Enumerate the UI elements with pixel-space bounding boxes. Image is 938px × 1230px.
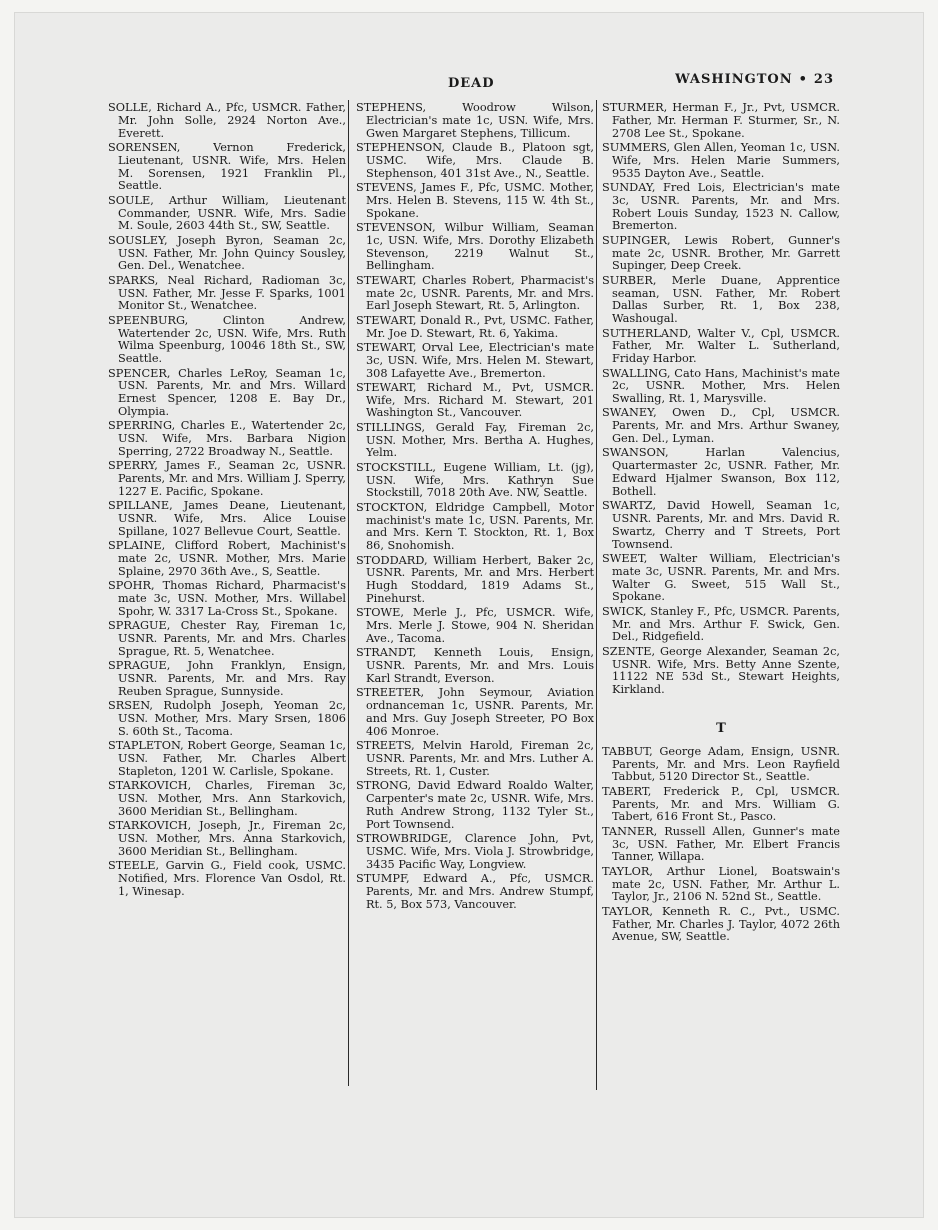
casualty-entry: SWARTZ, David Howell, Seaman 1c, USNR. Parents, Mr. and Mrs. David R. Swartz, Cherry and T Streets, Port Townsend. bbox=[602, 499, 840, 551]
casualty-entry: SWANSON, Harlan Valencius, Quartermaster 2c, USNR. Father, Mr. Edward Hjalmer Swanson, Box 112, Bothell. bbox=[602, 446, 840, 498]
casualty-entry: SOULE, Arthur William, Lieutenant Commander, USNR. Wife, Mrs. Sadie M. Soule, 2603 44th St., SW, Seattle. bbox=[108, 193, 346, 233]
column-3 bbox=[602, 102, 840, 946]
casualty-entry: SUNDAY, Fred Lois, Electrician's mate 3c, USNR. Parents, Mr. and Mrs. Robert Louis Sunday, 1523 N. Callow, Bremerton. bbox=[602, 180, 840, 233]
casualty-entry: TAYLOR, Kenneth R. C., Pvt., USMC. Father, Mr. Charles J. Taylor, 4072 26th Avenue, SW, Seattle. bbox=[602, 904, 840, 944]
casualty-entry: STOCKSTILL, Eugene William, Lt. (jg), USN. Wife, Mrs. Kathryn Sue Stockstill, 7018 20th Ave. NW, Seattle. bbox=[356, 460, 594, 500]
casualty-entry: SPILLANE, James Deane, Lieutenant, USNR. Wife, Mrs. Alice Louise Spillane, 1027 Bellevue Court, Seattle. bbox=[108, 499, 346, 538]
casualty-entry: STEELE, Garvin G., Field cook, USMC. Notified, Mrs. Florence Van Osdol, Rt. 1, Winesap. bbox=[108, 859, 346, 898]
casualty-entry: STOCKTON, Eldridge Campbell, Motor machinist's mate 1c, USN. Parents, Mr. and Mrs. Kern T. Stockton, Rt. 1, Box 86, Snohomish. bbox=[356, 500, 594, 553]
casualty-entry: TANNER, Russell Allen, Gunner's mate 3c, USN. Father, Mr. Elbert Francis Tanner, Willapa. bbox=[602, 824, 840, 864]
casualty-entry: STRANDT, Kenneth Louis, Ensign, USNR. Parents, Mr. and Mrs. Louis Karl Strandt, Everson. bbox=[356, 646, 594, 685]
column-divider bbox=[596, 100, 597, 1090]
casualty-entry: SWANEY, Owen D., Cpl, USMCR. Parents, Mr. and Mrs. Arthur Swaney, Gen. Del., Lyman. bbox=[602, 406, 840, 446]
casualty-entry: STEPHENSON, Claude B., Platoon sgt, USMC. Wife, Mrs. Claude B. Stephenson, 401 31st Ave., N., Seattle. bbox=[356, 140, 594, 180]
casualty-entry: SPERRY, James F., Seaman 2c, USNR. Parents, Mr. and Mrs. William J. Sperry, 1227 E. Pacific, Spokane. bbox=[108, 459, 346, 498]
column-1 bbox=[108, 102, 346, 900]
casualty-entry: SWEET, Walter William, Electrician's mate 3c, USNR. Parents, Mr. and Mrs. Walter G. Sweet, 515 Wall St., Spokane. bbox=[602, 552, 840, 604]
casualty-entry: SZENTE, George Alexander, Seaman 2c, USNR. Wife, Mrs. Betty Anne Szente, 11122 NE 53d St., Stewart Heights, Kirkland. bbox=[602, 644, 840, 697]
column-divider bbox=[348, 100, 349, 1086]
casualty-entry: SPERRING, Charles E., Watertender 2c, USN. Wife, Mrs. Barbara Nigion Sperring, 2722 Broadway N., Seattle. bbox=[108, 419, 346, 458]
casualty-entry: SUPINGER, Lewis Robert, Gunner's mate 2c, USNR. Brother, Mr. Garrett Supinger, Deep Creek. bbox=[602, 233, 840, 273]
casualty-entry: TABBUT, George Adam, Ensign, USNR. Parents, Mr. and Mrs. Leon Rayfield Tabbut, 5120 Director St., Seattle. bbox=[602, 744, 840, 784]
casualty-entry: STUMPF, Edward A., Pfc, USMCR. Parents, Mr. and Mrs. Andrew Stumpf, Rt. 5, Box 573, Vancouver. bbox=[356, 871, 594, 911]
casualty-entry: SPLAINE, Clifford Robert, Machinist's mate 2c, USNR. Mother, Mrs. Marie Splaine, 2970 36th Ave., S, Seattle. bbox=[108, 539, 346, 578]
casualty-entry: STROWBRIDGE, Clarence John, Pvt, USMC. Wife, Mrs. Viola J. Strowbridge, 3435 Pacific Way, Longview. bbox=[356, 831, 594, 871]
casualty-entry: STEVENSON, Wilbur William, Seaman 1c, USN. Wife, Mrs. Dorothy Elizabeth Stevenson, 2219 Walnut St., Bellingham. bbox=[356, 220, 594, 273]
casualty-entry: SPEENBURG, Clinton Andrew, Watertender 2c, USN. Wife, Mrs. Ruth Wilma Speenburg, 10046 18th St., SW, Seattle. bbox=[108, 313, 346, 366]
casualty-entry: SRSEN, Rudolph Joseph, Yeoman 2c, USN. Mother, Mrs. Mary Srsen, 1806 S. 60th St., Tacoma. bbox=[108, 699, 346, 738]
casualty-entry: SPOHR, Thomas Richard, Pharmacist's mate 3c, USN. Mother, Mrs. Willabel Spohr, W. 3317 La-Cross St., Spokane. bbox=[108, 579, 346, 618]
state-heading: WASHINGTON bbox=[675, 72, 793, 87]
casualty-entry: STREETER, John Seymour, Aviation ordnanceman 1c, USNR. Parents, Mr. and Mrs. Guy Joseph Streeter, PO Box 406 Monroe. bbox=[356, 686, 594, 738]
casualty-entry: STARKOVICH, Charles, Fireman 3c, USN. Mother, Mrs. Ann Starkovich, 3600 Meridian St., Bellingham. bbox=[108, 779, 346, 818]
casualty-entry: SOLLE, Richard A., Pfc, USMCR. Father, Mr. John Solle, 2924 Norton Ave., Everett. bbox=[108, 101, 346, 140]
casualty-entry: TABERT, Frederick P., Cpl, USMCR. Parents, Mr. and Mrs. William G. Tabert, 616 Front St., Pasco. bbox=[602, 784, 840, 824]
casualty-entry: STILLINGS, Gerald Fay, Fireman 2c, USN. Mother, Mrs. Bertha A. Hughes, Yelm. bbox=[356, 420, 594, 460]
casualty-entry: SOUSLEY, Joseph Byron, Seaman 2c, USN. Father, Mr. John Quincy Sousley, Gen. Del., Wenatchee. bbox=[108, 233, 346, 273]
section-letter-heading: T bbox=[716, 720, 726, 736]
casualty-entry: STEWART, Donald R., Pvt, USMC. Father, Mr. Joe D. Stewart, Rt. 6, Yakima. bbox=[356, 313, 594, 340]
column-2 bbox=[356, 102, 594, 913]
casualty-entry: STEWART, Charles Robert, Pharmacist's mate 2c, USNR. Parents, Mr. and Mrs. Earl Joseph Stewart, Rt. 5, Arlington. bbox=[356, 273, 594, 313]
casualty-entry: SPRAGUE, Chester Ray, Fireman 1c, USNR. Parents, Mr. and Mrs. Charles Sprague, Rt. 5, Wenatchee. bbox=[108, 619, 346, 658]
casualty-entry: SPENCER, Charles LeRoy, Seaman 1c, USN. Parents, Mr. and Mrs. Willard Ernest Spencer, 1208 E. Bay Dr., Olympia. bbox=[108, 366, 346, 418]
page-number: 23 bbox=[813, 72, 834, 87]
casualty-entry: STEPHENS, Woodrow Wilson, Electrician's mate 1c, USN. Wife, Mrs. Gwen Margaret Stephens, Tillicum. bbox=[356, 101, 594, 140]
casualty-entry: STAPLETON, Robert George, Seaman 1c, USN. Father, Mr. Charles Albert Stapleton, 1201 W. Carlisle, Spokane. bbox=[108, 739, 346, 778]
casualty-entry: STURMER, Herman F., Jr., Pvt, USMCR. Father, Mr. Herman F. Sturmer, Sr., N. 2708 Lee St., Spokane. bbox=[602, 101, 840, 140]
page-section-heading: DEAD bbox=[448, 76, 495, 91]
casualty-entry: STEWART, Richard M., Pvt, USMCR. Wife, Mrs. Richard M. Stewart, 201 Washington St., Vancouver. bbox=[356, 380, 594, 420]
casualty-entry: STEWART, Orval Lee, Electrician's mate 3c, USN. Wife, Mrs. Helen M. Stewart, 308 Lafayette Ave., Bremerton. bbox=[356, 340, 594, 380]
casualty-entry: STRONG, David Edward Roaldo Walter, Carpenter's mate 2c, USNR. Wife, Mrs. Ruth Andrew Strong, 1132 Tyler St., Port Townsend. bbox=[356, 779, 594, 831]
bullet-separator: • bbox=[798, 72, 808, 87]
casualty-entry: SUMMERS, Glen Allen, Yeoman 1c, USN. Wife, Mrs. Helen Marie Summers, 9535 Dayton Ave., Seattle. bbox=[602, 140, 840, 180]
casualty-entry: TAYLOR, Arthur Lionel, Boatswain's mate 2c, USN. Father, Mr. Arthur L. Taylor, Jr., 2106 N. 52nd St., Seattle. bbox=[602, 864, 840, 904]
casualty-entry: SPRAGUE, John Franklyn, Ensign, USNR. Parents, Mr. and Mrs. Ray Reuben Sprague, Sunnyside. bbox=[108, 659, 346, 698]
casualty-entry: STEVENS, James F., Pfc, USMC. Mother, Mrs. Helen B. Stevens, 115 W. 4th St., Spokane. bbox=[356, 180, 594, 220]
casualty-entry: SPARKS, Neal Richard, Radioman 3c, USN. Father, Mr. Jesse F. Sparks, 1001 Monitor St., Wenatchee. bbox=[108, 273, 346, 313]
casualty-entry: STODDARD, William Herbert, Baker 2c, USNR. Parents, Mr. and Mrs. Herbert Hugh Stoddard, 1819 Adams St., Pinehurst. bbox=[356, 553, 594, 606]
casualty-entry: STARKOVICH, Joseph, Jr., Fireman 2c, USN. Mother, Mrs. Anna Starkovich, 3600 Meridian St., Bellingham. bbox=[108, 819, 346, 858]
running-header bbox=[675, 72, 834, 87]
casualty-entry: SORENSEN, Vernon Frederick, Lieutenant, USNR. Wife, Mrs. Helen M. Sorensen, 1921 Franklin Pl., Seattle. bbox=[108, 140, 346, 193]
casualty-entry: SWALLING, Cato Hans, Machinist's mate 2c, USNR. Mother, Mrs. Helen Swalling, Rt. 1, Marysville. bbox=[602, 366, 840, 406]
casualty-entry: SURBER, Merle Duane, Apprentice seaman, USN. Father, Mr. Robert Dallas Surber, Rt. 1, Box 238, Washougal. bbox=[602, 273, 840, 326]
casualty-entry: SWICK, Stanley F., Pfc, USMCR. Parents, Mr. and Mrs. Arthur F. Swick, Gen. Del., Ridgefield. bbox=[602, 604, 840, 644]
casualty-entry: STREETS, Melvin Harold, Fireman 2c, USNR. Parents, Mr. and Mrs. Luther A. Streets, Rt. 1, Custer. bbox=[356, 739, 594, 778]
casualty-entry: SUTHERLAND, Walter V., Cpl, USMCR. Father, Mr. Walter L. Sutherland, Friday Harbor. bbox=[602, 326, 840, 366]
casualty-entry: STOWE, Merle J., Pfc, USMCR. Wife, Mrs. Merle J. Stowe, 904 N. Sheridan Ave., Tacoma. bbox=[356, 606, 594, 645]
